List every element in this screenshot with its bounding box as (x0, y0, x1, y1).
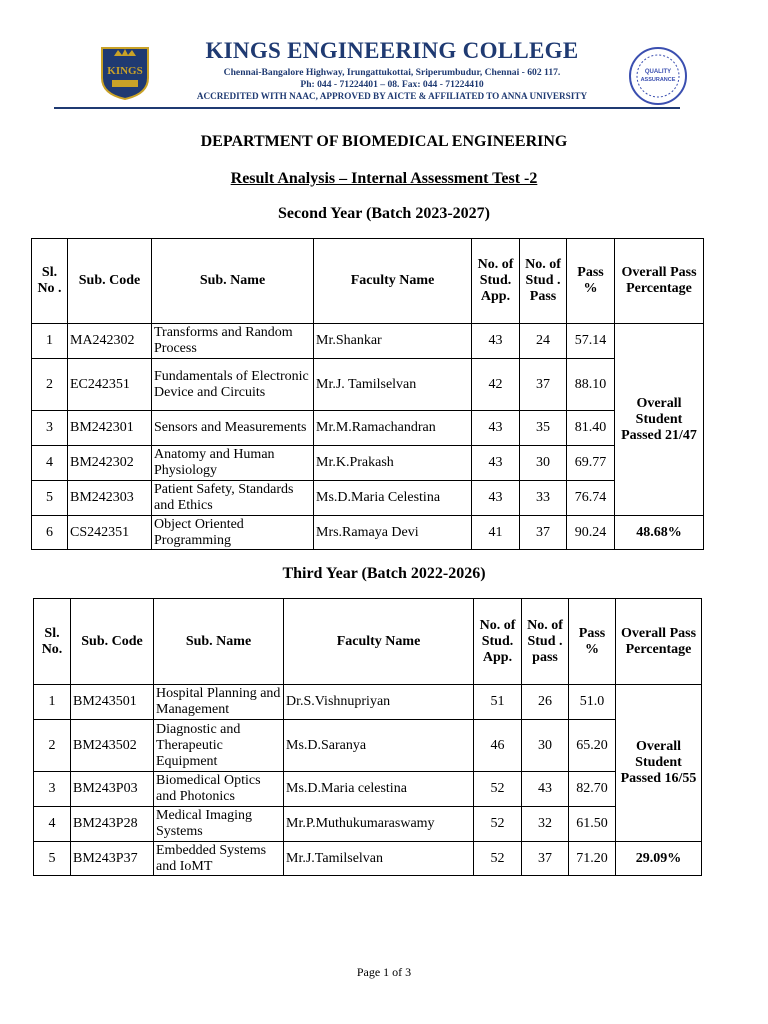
cell-code: BM243P28 (71, 807, 154, 842)
cell-name: Object Oriented Programming (152, 516, 314, 550)
col-students-appeared: No. of Stud. App. (472, 239, 520, 324)
cell-faculty: Ms.D.Maria celestina (284, 772, 474, 807)
svg-text:KINGS: KINGS (107, 65, 143, 77)
cell-pass-percent: 57.14 (567, 324, 615, 359)
cell-sl: 1 (32, 324, 68, 359)
cell-appeared: 46 (474, 720, 522, 772)
table-row (34, 685, 702, 720)
cell-sl: 2 (32, 359, 68, 411)
cell-sl: 4 (34, 807, 71, 842)
cell-appeared: 43 (472, 446, 520, 481)
col-sub-name: Sub. Name (154, 599, 284, 685)
cell-sl: 5 (32, 481, 68, 516)
cell-sl: 1 (34, 685, 71, 720)
cell-name: Diagnostic and Therapeutic Equipment (154, 720, 284, 772)
col-pass-percent: Pass % (567, 239, 615, 324)
cell-code: BM242303 (68, 481, 152, 516)
cell-appeared: 43 (472, 481, 520, 516)
table-row (32, 411, 704, 446)
cell-faculty: Mr.J. Tamilselvan (314, 359, 472, 411)
second-year-heading: Second Year (Batch 2023-2027) (278, 205, 490, 222)
cell-appeared: 43 (472, 324, 520, 359)
cell-pass-percent: 76.74 (567, 481, 615, 516)
cell-faculty: Mr.P.Muthukumaraswamy (284, 807, 474, 842)
table-row (34, 842, 702, 876)
cell-passed: 32 (522, 807, 569, 842)
svg-text:ASSURANCE: ASSURANCE (640, 77, 676, 83)
table-row (32, 516, 704, 550)
cell-name: Anatomy and Human Physiology (152, 446, 314, 481)
cell-sl: 6 (32, 516, 68, 550)
cell-passed: 37 (520, 516, 567, 550)
col-faculty-name: Faculty Name (284, 599, 474, 685)
col-students-passed: No. of Stud . pass (522, 599, 569, 685)
table-row (34, 807, 702, 842)
cell-name: Embedded Systems and IoMT (154, 842, 284, 876)
cell-passed: 26 (522, 685, 569, 720)
college-phone: Ph: 044 - 71224401 – 08. Fax: 044 - 71224410 (300, 79, 484, 90)
table-row (32, 481, 704, 516)
cell-name: Fundamentals of Electronic Device and Circuits (152, 359, 314, 411)
cell-sl: 5 (34, 842, 71, 876)
col-sl-no: Sl. No. (34, 599, 71, 685)
cell-appeared: 51 (474, 685, 522, 720)
third-year-results-table (33, 598, 702, 876)
cell-name: Sensors and Measurements (152, 411, 314, 446)
col-sl-no: Sl. No . (32, 239, 68, 324)
quality-assurance-seal-icon (628, 46, 688, 106)
col-sub-code: Sub. Code (71, 599, 154, 685)
svg-text:QUALITY: QUALITY (644, 69, 672, 75)
cell-code: MA242302 (68, 324, 152, 359)
header-divider (54, 107, 680, 109)
overall-pass-percentage: 29.09% (616, 842, 702, 876)
cell-faculty: Mr.Shankar (314, 324, 472, 359)
col-students-appeared: No. of Stud. App. (474, 599, 522, 685)
cell-sl: 2 (34, 720, 71, 772)
cell-code: BM243502 (71, 720, 154, 772)
cell-code: BM243P37 (71, 842, 154, 876)
cell-appeared: 52 (474, 772, 522, 807)
cell-pass-percent: 65.20 (569, 720, 616, 772)
overall-pass-percentage: 48.68% (615, 516, 704, 550)
cell-passed: 35 (520, 411, 567, 446)
cell-code: CS242351 (68, 516, 152, 550)
cell-passed: 33 (520, 481, 567, 516)
cell-appeared: 43 (472, 411, 520, 446)
cell-faculty: Ms.D.Saranya (284, 720, 474, 772)
cell-sl: 4 (32, 446, 68, 481)
college-accreditation: ACCREDITED WITH NAAC, APPROVED BY AICTE & AFFILIATED TO ANNA UNIVERSITY (196, 91, 588, 101)
overall-students-passed: Overall Student Passed 21/47 (615, 324, 704, 516)
cell-passed: 30 (522, 720, 569, 772)
cell-pass-percent: 61.50 (569, 807, 616, 842)
col-overall-pass-percentage: Overall Pass Percentage (616, 599, 702, 685)
cell-appeared: 41 (472, 516, 520, 550)
col-overall-pass-percentage: Overall Pass Percentage (615, 239, 704, 324)
college-logo-icon (98, 44, 152, 100)
overall-students-passed: Overall Student Passed 16/55 (616, 685, 702, 842)
cell-sl: 3 (34, 772, 71, 807)
cell-name: Biomedical Optics and Photonics (154, 772, 284, 807)
cell-appeared: 52 (474, 807, 522, 842)
cell-pass-percent: 82.70 (569, 772, 616, 807)
cell-pass-percent: 51.0 (569, 685, 616, 720)
cell-faculty: Ms.D.Maria Celestina (314, 481, 472, 516)
table-header-row (32, 239, 704, 324)
cell-passed: 37 (520, 359, 567, 411)
cell-faculty: Mrs.Ramaya Devi (314, 516, 472, 550)
cell-pass-percent: 81.40 (567, 411, 615, 446)
cell-faculty: Dr.S.Vishnupriyan (284, 685, 474, 720)
cell-code: BM243501 (71, 685, 154, 720)
table-row (32, 446, 704, 481)
col-faculty-name: Faculty Name (314, 239, 472, 324)
cell-pass-percent: 88.10 (567, 359, 615, 411)
department-title: DEPARTMENT OF BIOMEDICAL ENGINEERING (200, 133, 568, 150)
cell-sl: 3 (32, 411, 68, 446)
cell-code: BM243P03 (71, 772, 154, 807)
cell-code: BM242302 (68, 446, 152, 481)
cell-code: BM242301 (68, 411, 152, 446)
cell-pass-percent: 71.20 (569, 842, 616, 876)
college-name: KINGS ENGINEERING COLLEGE (205, 38, 579, 63)
college-address: Chennai-Bangalore Highway, Irungattukottai, Sriperumbudur, Chennai - 602 117. (223, 67, 561, 78)
col-pass-percent: Pass % (569, 599, 616, 685)
cell-passed: 24 (520, 324, 567, 359)
col-sub-code: Sub. Code (68, 239, 152, 324)
table-row (32, 359, 704, 411)
col-students-passed: No. of Stud . Pass (520, 239, 567, 324)
cell-appeared: 42 (472, 359, 520, 411)
cell-code: EC242351 (68, 359, 152, 411)
letterhead (54, 38, 680, 108)
cell-faculty: Mr.J.Tamilselvan (284, 842, 474, 876)
table-row (34, 720, 702, 772)
cell-appeared: 52 (474, 842, 522, 876)
third-year-heading: Third Year (Batch 2022-2026) (282, 565, 486, 582)
table-header-row (34, 599, 702, 685)
cell-pass-percent: 69.77 (567, 446, 615, 481)
table-row (34, 772, 702, 807)
page-number: Page 1 of 3 (356, 965, 412, 979)
col-sub-name: Sub. Name (152, 239, 314, 324)
cell-faculty: Mr.K.Prakash (314, 446, 472, 481)
second-year-results-table (31, 238, 704, 550)
cell-name: Patient Safety, Standards and Ethics (152, 481, 314, 516)
table-row (32, 324, 704, 359)
cell-passed: 30 (520, 446, 567, 481)
report-title: Result Analysis – Internal Assessment Test -2 (230, 170, 538, 187)
cell-pass-percent: 90.24 (567, 516, 615, 550)
cell-passed: 43 (522, 772, 569, 807)
cell-name: Hospital Planning and Management (154, 685, 284, 720)
cell-name: Medical Imaging Systems (154, 807, 284, 842)
cell-faculty: Mr.M.Ramachandran (314, 411, 472, 446)
cell-name: Transforms and Random Process (152, 324, 314, 359)
cell-passed: 37 (522, 842, 569, 876)
